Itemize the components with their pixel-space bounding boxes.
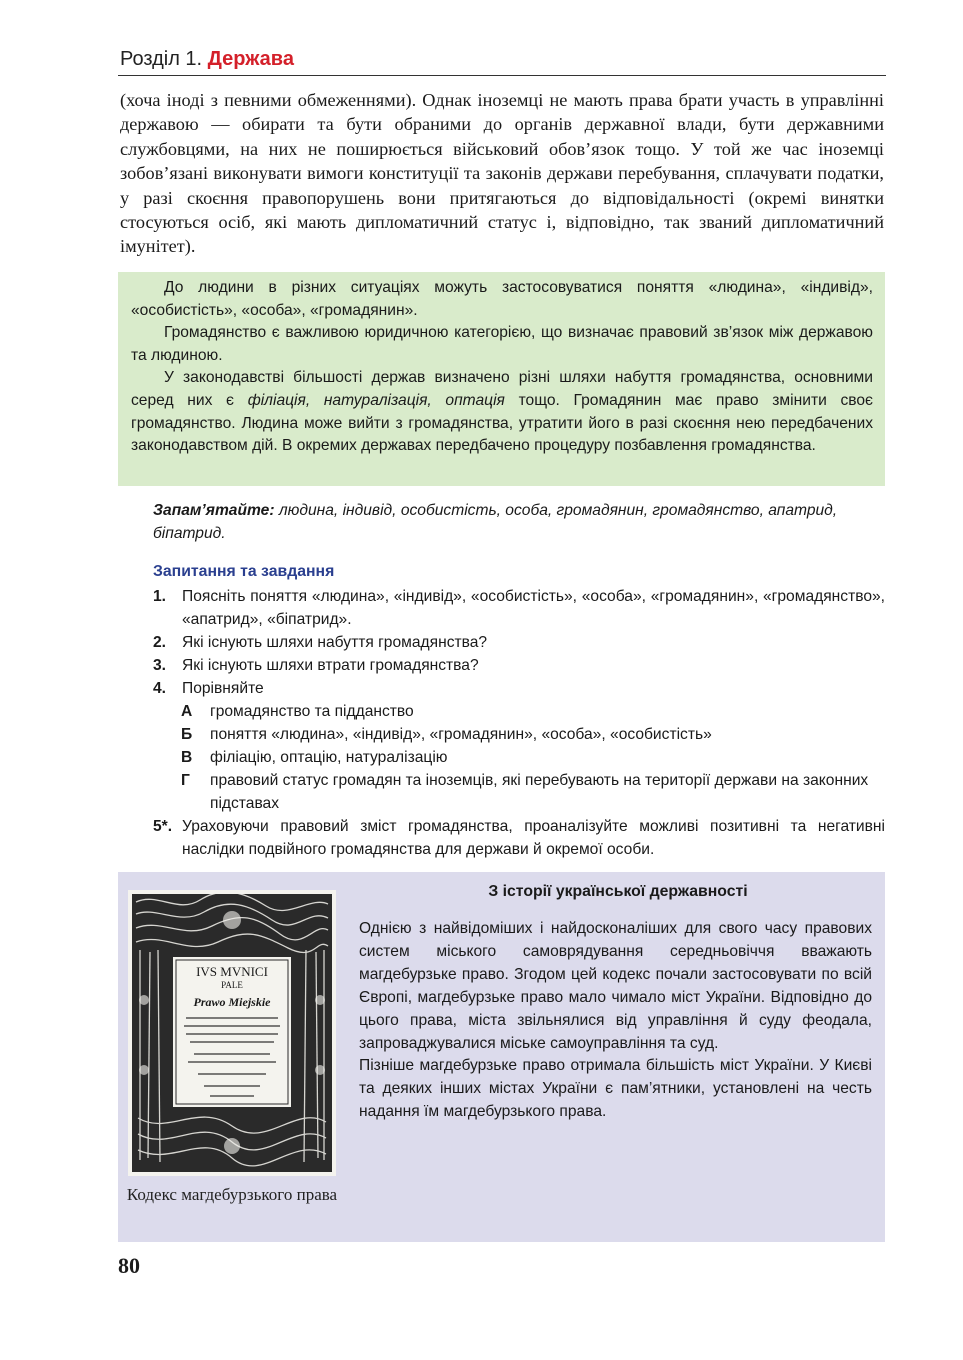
question-item	[153, 585, 885, 631]
question-text: Які існують шляхи втрати громадянства?	[182, 657, 479, 674]
subitem-text: поняття «людина», «індивід», «громадянин», «особа», «особистість»	[210, 726, 712, 743]
question-item	[153, 654, 885, 677]
question-number: 4.	[153, 680, 167, 697]
subitem-letter: Г	[181, 772, 190, 789]
magdeburg-law-woodcut	[128, 890, 336, 1176]
question-number: 5*.	[153, 818, 173, 835]
history-paragraph: Пізніше магдебурзьке право отримала більшість міст України. У Києві та деяких інших містах України є пам’ятники, установлені на честь надання їм магдебурзького права.	[359, 1057, 872, 1121]
history-title: З історії української державності	[488, 883, 748, 900]
comparison-subitem	[181, 723, 885, 746]
remember-label: Запам’ятайте:	[153, 502, 275, 519]
question-item	[153, 815, 885, 861]
summary-paragraph: До людини в різних ситуаціях можуть застосовуватися поняття «людина», «індивід», «особистість», «особа», «громадянин».	[131, 279, 873, 319]
subitem-letter: В	[181, 749, 193, 766]
comparison-subitem	[181, 769, 885, 815]
comparison-subitem	[181, 700, 885, 723]
page-number: 80	[118, 1253, 140, 1278]
subitem-letter: А	[181, 703, 193, 720]
running-header	[118, 44, 886, 76]
comparison-subitem	[181, 746, 885, 769]
subitem-text: філіацію, оптацію, натуралізацію	[210, 749, 448, 766]
questions-title: Запитання та завдання	[153, 563, 335, 580]
remember-terms: людина, індивід, особистість, особа, громадянин, громадянство, апатрид, біпатрид.	[153, 502, 838, 542]
woodcut-title-line: Prawo Miejskie	[193, 995, 271, 1009]
question-number: 1.	[153, 588, 167, 605]
section-title: Держава	[207, 48, 294, 70]
woodcut-title-line: IVS MVNICI	[196, 964, 268, 979]
section-heading	[120, 48, 294, 71]
summary-paragraph: У законодавстві більшості держав визначено різні шляхи набуття громадянства, основними серед них є філіація, натуралізація, оптація тощо. Громадянин має право змінити своє громадянство. Людина може вийти з громадянства, утратити його в разі скоєння нею передбачених законодавством дій. В окремих державах передбачено процедуру позбавлення громадянства.	[131, 369, 874, 455]
history-box	[118, 872, 885, 1242]
subitem-letter: Б	[181, 726, 193, 743]
subitem-text: громадянство та підданство	[210, 703, 414, 720]
history-paragraph: Однією з найвідоміших і найдосконаліших для свого часу правових систем міського самоврядування середньовіччя вважають магдебурзьке право. Згодом цей кодекс почали застосовувати по всій Європі, магдебурзьке право мало чимало міст України. Відповідно до цього права, міста звільнялися від управління й суду феодала, запроваджувалися міське самоуправління та суд.	[359, 920, 872, 1052]
woodcut-title-line: PALE	[221, 980, 243, 990]
summary-paragraph: Громадянство є важливою юридичною категорією, що визначає правовий зв’язок між державою та людиною.	[131, 324, 873, 364]
question-text: Ураховуючи правовий зміст громадянства, проаналізуйте можливі позитивні та негативні наслідки подвійного громадянства для держави й окремої особи.	[182, 818, 885, 858]
question-text: Які існують шляхи набуття громадянства?	[182, 634, 488, 651]
image-caption: Кодекс магдебурзького права	[126, 1185, 338, 1204]
remember-block	[153, 499, 885, 545]
question-text: Порівняйте	[182, 680, 264, 697]
citizenship-methods: філіація, натуралізація, оптація	[247, 391, 505, 409]
history-text	[359, 918, 872, 1124]
summary-box	[118, 272, 885, 486]
section-prefix: Розділ 1.	[120, 48, 203, 70]
question-number: 3.	[153, 657, 167, 674]
question-item	[153, 631, 885, 654]
question-item	[153, 677, 885, 700]
question-number: 2.	[153, 634, 167, 651]
question-text: Поясніть поняття «людина», «індивід», «особистість», «особа», «громадянин», «громадянство», «апатрид», «біпатрид».	[182, 588, 885, 628]
intro-paragraph: (хоча іноді з певними обмеженнями). Однак іноземці не мають права брати участь в управлінні державою — обирати та бути обраними до органів державної влади, бути державними службовцями, на них не поширюється військовий обов’язок тощо. У той же час іноземці зобов’язані виконувати вимоги конституції та законів держави перебування, сплачувати податки, у разі скоєння правопорушень вони притягаються до відповідальності (окремі винятки стосуються осіб, які мають дипломатичний статус і, відповідно, так званий дипломатичний імунітет).	[120, 90, 884, 257]
subitem-text: правовий статус громадян та іноземців, які перебувають на території держави на законних підставах	[210, 772, 869, 812]
